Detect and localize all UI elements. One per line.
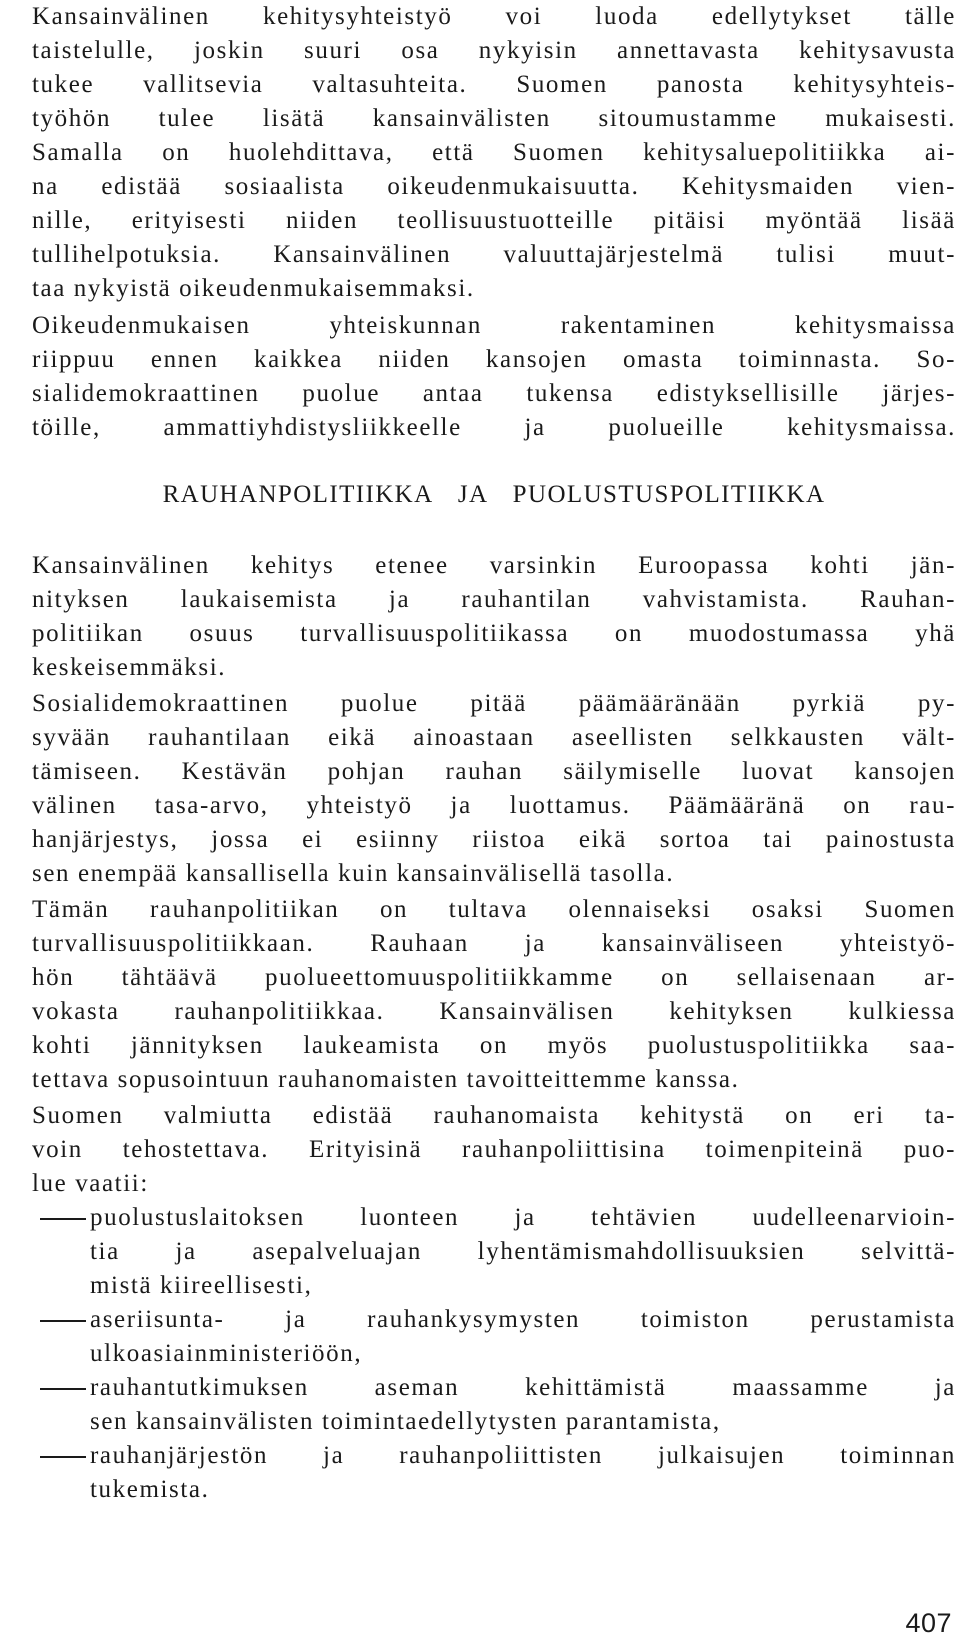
em-dash-marker xyxy=(40,1456,86,1458)
text-line: Kansainvälinen kehitys etenee varsinkin Euroopassa kohti jän- xyxy=(32,552,956,579)
text-line: taistelulle, joskin suuri osa nykyisin annettavasta kehitysavusta xyxy=(32,37,956,64)
em-dash-marker xyxy=(40,1388,86,1390)
text-line: kohti jännityksen laukeamista on myös puolustuspolitiikka saa- xyxy=(32,1032,956,1059)
text-line: Samalla on huolehdittava, että Suomen kehitysaluepolitiikka ai- xyxy=(32,139,956,166)
em-dash-marker xyxy=(40,1320,86,1322)
text-line: syvään rauhantilaan eikä ainoastaan aseellisten selkkausten vält- xyxy=(32,724,956,751)
text-line: turvallisuuspolitiikkaan. Rauhaan ja kansainväliseen yhteistyö- xyxy=(32,930,956,957)
text-line: lue vaatii: xyxy=(32,1170,149,1197)
text-line: työhön tulee lisätä kansainvälisten sitoumustamme mukaisesti. xyxy=(32,105,956,132)
text-line: Oikeudenmukaisen yhteiskunnan rakentaminen kehitysmaissa xyxy=(32,312,956,339)
text-line: riippuu ennen kaikkea niiden kansojen omasta toiminnasta. So- xyxy=(32,346,956,373)
text-line: puolustuslaitoksen luonteen ja tehtävien uudelleenarvioin- xyxy=(90,1204,956,1231)
text-line: nille, erityisesti niiden teollisuustuotteille pitäisi myöntää lisää xyxy=(32,207,956,234)
text-line: politiikan osuus turvallisuuspolitiikassa on muodostumassa yhä xyxy=(32,620,956,647)
text-line: Suomen valmiutta edistää rauhanomaista kehitystä on eri ta- xyxy=(32,1102,956,1129)
text-line: keskeisemmäksi. xyxy=(32,654,227,681)
text-line: na edistää sosiaalista oikeudenmukaisuutta. Kehitysmaiden vien- xyxy=(32,173,956,200)
text-line: hön tähtäävä puolueettomuuspolitiikkamme on sellaisenaan ar- xyxy=(32,964,956,991)
text-line: tullihelpotuksia. Kansainvälinen valuuttajärjestelmä tulisi muut- xyxy=(32,241,956,268)
text-line: sen enempää kansallisella kuin kansainvälisellä tasolla. xyxy=(32,860,675,887)
text-line: voin tehostettava. Erityisinä rauhanpoliittisina toimenpiteinä puo- xyxy=(32,1136,956,1163)
text-line: tukee vallitsevia valtasuhteita. Suomen panosta kehitysyhteis- xyxy=(32,71,956,98)
text-line: Sosialidemokraattinen puolue pitää päämääränään pyrkiä py- xyxy=(32,690,956,717)
section-heading: RAUHANPOLITIIKKA JA PUOLUSTUSPOLITIIKKA xyxy=(162,481,826,508)
text-line: tämiseen. Kestävän pohjan rauhan säilymiselle luovat kansojen xyxy=(32,758,956,785)
text-line: rauhantutkimuksen aseman kehittämistä maassamme ja xyxy=(90,1374,956,1401)
text-line: taa nykyistä oikeudenmukaisemmaksi. xyxy=(32,275,475,302)
text-line: sen kansainvälisten toimintaedellytysten parantamista, xyxy=(90,1408,721,1435)
text-line: tukemista. xyxy=(90,1476,210,1503)
text-line: tia ja asepalveluajan lyhentämismahdollisuuksien selvittä- xyxy=(90,1238,956,1265)
text-line: töille, ammattiyhdistysliikkeelle ja puolueille kehitysmaissa. xyxy=(32,414,956,441)
text-line: Kansainvälinen kehitysyhteistyö voi luoda edellytykset tälle xyxy=(32,3,956,30)
text-line: hanjärjestys, jossa ei esiinny riistoa eikä sortoa tai painostusta xyxy=(32,826,956,853)
text-line: mistä kiireellisesti, xyxy=(90,1272,313,1299)
text-line: välinen tasa-arvo, yhteistyö ja luottamus. Päämääränä on rau- xyxy=(32,792,956,819)
em-dash-marker xyxy=(40,1218,86,1220)
text-line: tettava sopusointuun rauhanomaisten tavoitteittemme kanssa. xyxy=(32,1066,740,1093)
text-line: ulkoasiainministeriöön, xyxy=(90,1340,363,1367)
text-line: aseriisunta- ja rauhankysymysten toimiston perustamista xyxy=(90,1306,956,1333)
page-number: 407 xyxy=(905,1608,952,1638)
text-line: nityksen laukaisemista ja rauhantilan vahvistamista. Rauhan- xyxy=(32,586,956,613)
text-line: Tämän rauhanpolitiikan on tultava olennaiseksi osaksi Suomen xyxy=(32,896,956,923)
text-line: rauhanjärjestön ja rauhanpoliittisten julkaisujen toiminnan xyxy=(90,1442,956,1469)
text-line: vokasta rauhanpolitiikkaa. Kansainvälisen kehityksen kulkiessa xyxy=(32,998,956,1025)
text-line: sialidemokraattinen puolue antaa tukensa edistyksellisille järjes- xyxy=(32,380,956,407)
